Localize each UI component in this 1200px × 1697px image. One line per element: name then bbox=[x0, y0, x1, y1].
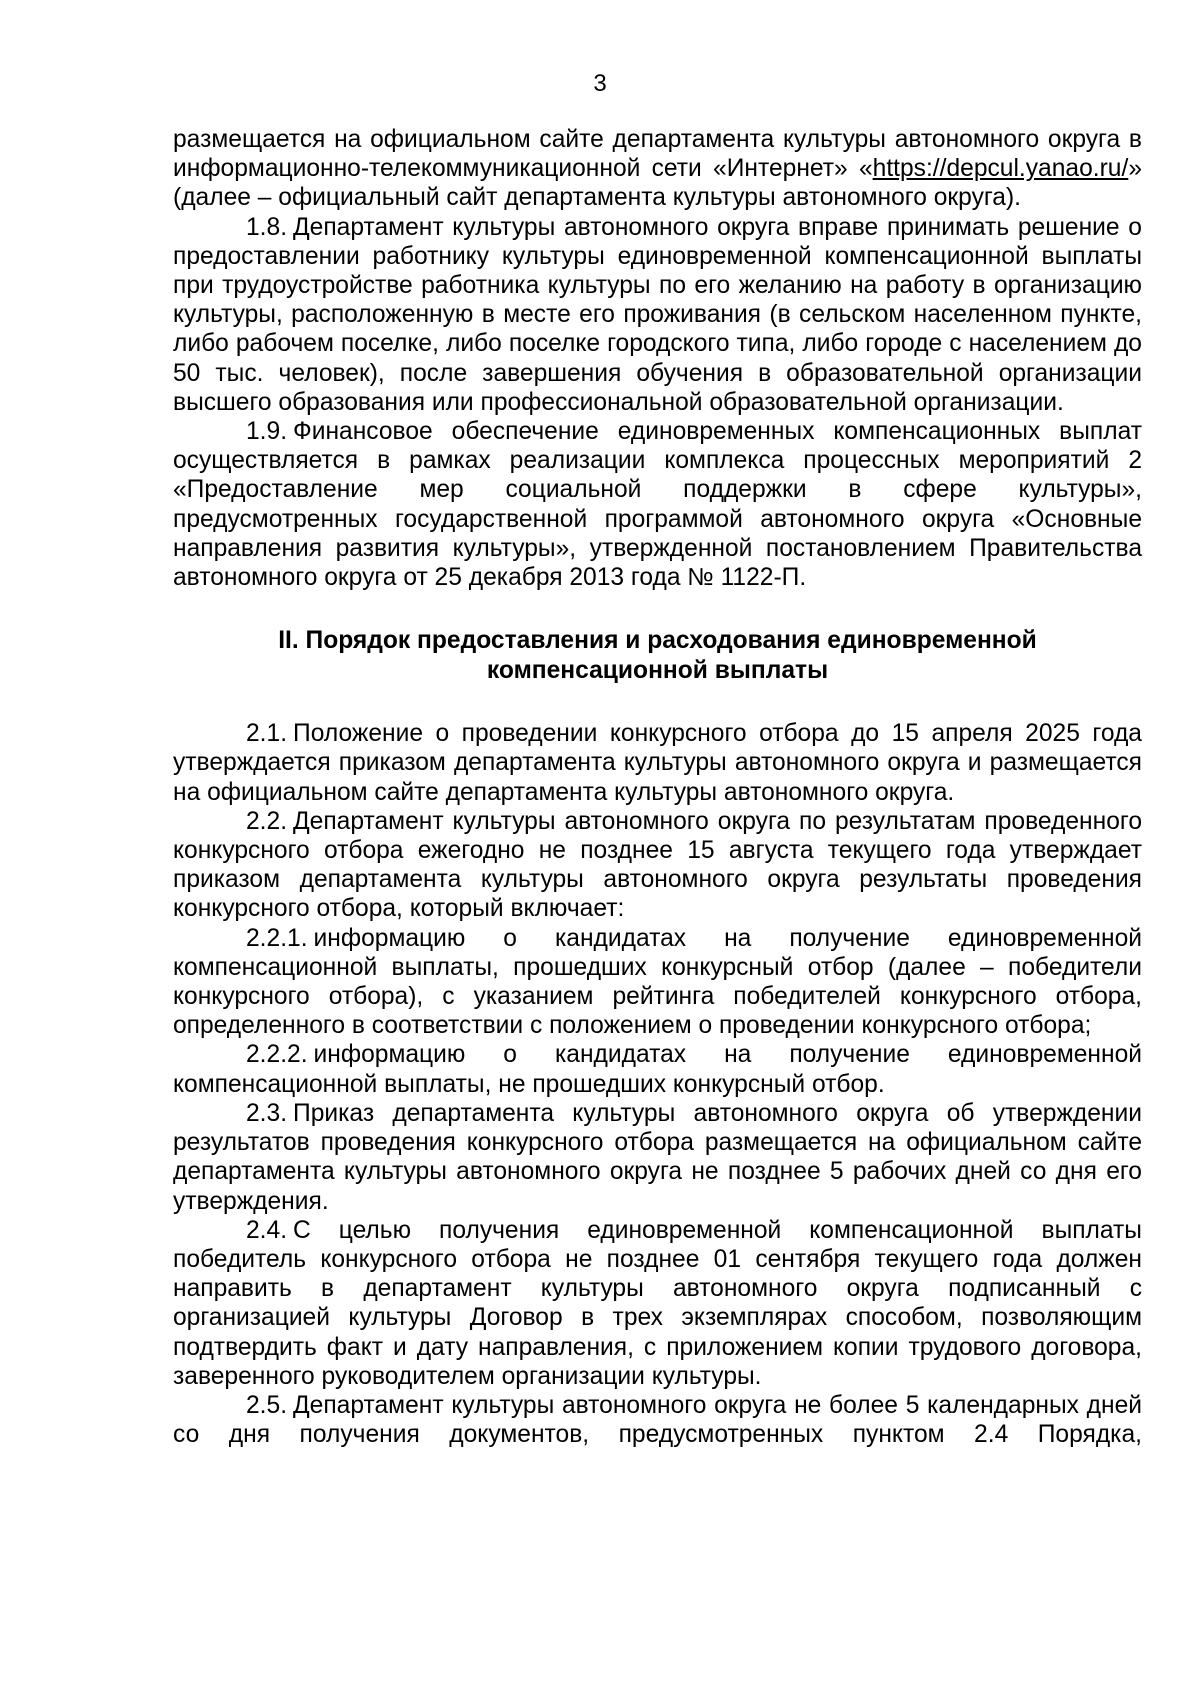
paragraph-number: 2.2. bbox=[246, 807, 288, 835]
paragraph-text: С целью получения единовременной компенсационной выплаты победитель конкурсного отбора не позднее 01 сентября текущего года должен направить в департамент культуры автономного округа подписанный с организацией культуры Договор в трех экземплярах способом, позволяющим подтвердить факт и дату направления, с приложением копии трудового договора, заверенного руководителем организации культуры. bbox=[173, 1216, 1142, 1390]
paragraph-2-4 bbox=[173, 1216, 1142, 1391]
paragraph-number: 2.2.2. bbox=[246, 1041, 308, 1069]
paragraph-2-1 bbox=[173, 719, 1142, 807]
paragraph-text: Департамент культуры автономного округа вправе принимать решение о предоставлении работнику культуры единовременной компенсационной выплаты при трудоустройстве работника культуры по его желанию на работу в организацию культуры, расположенную в месте его проживания (в сельском населенном пункте, либо рабочем поселке, либо поселке городского типа, либо городе с населением до 50 тыс. человек), после завершения обучения в образовательной организации высшего образования или профессиональной образовательной организации. bbox=[173, 213, 1142, 416]
section-heading-line-1: II. Порядок предоставления и расходования единовременной bbox=[278, 627, 1037, 655]
paragraph-1-8 bbox=[173, 213, 1142, 417]
paragraph-number: 1.9. bbox=[246, 418, 288, 446]
paragraph-number: 2.4. bbox=[246, 1216, 288, 1244]
paragraph-number: 2.1. bbox=[246, 720, 288, 748]
page-number: 3 bbox=[593, 70, 607, 97]
paragraph-number: 2.3. bbox=[246, 1099, 288, 1127]
intro-text-after-link: » (далее – официальный сайт департамента культуры автономного округа). bbox=[173, 155, 1142, 212]
intro-paragraph bbox=[173, 125, 1142, 213]
paragraph-text: Департамент культуры автономного округа не более 5 календарных дней со дня получения документов, предусмотренных пунктом 2.4 Порядка, bbox=[173, 1391, 1142, 1449]
paragraph-number: 1.8. bbox=[246, 213, 288, 241]
paragraph-2-3 bbox=[173, 1099, 1142, 1216]
document-body bbox=[173, 125, 1142, 1449]
paragraph-text: Приказ департамента культуры автономного округа об утверждении результатов проведения конкурсного отбора размещается на официальном сайте департамента культуры автономного округа не позднее 5 рабочих дней со дня его утверждения. bbox=[173, 1099, 1142, 1215]
paragraph-1-9 bbox=[173, 417, 1142, 592]
intro-text-before-link: размещается на официальном сайте департамента культуры автономного округа в информационно-телекоммуникационной сети «Интернет» « bbox=[173, 126, 1142, 183]
paragraph-2-2 bbox=[173, 807, 1142, 924]
paragraph-text: Финансовое обеспечение единовременных компенсационных выплат осуществляется в рамках реализации комплекса процессных мероприятий 2 «Предоставление мер социальной поддержки в сфере культуры», предусмотренных государственной программой автономного округа «Основные направления развития культуры», утвержденной постановлением Правительства автономного округа от 25 декабря 2013 года № 1122-П. bbox=[173, 418, 1142, 592]
paragraph-text: Департамент культуры автономного округа по результатам проведенного конкурсного отбора ежегодно не позднее 15 августа текущего года утверждает приказом департамента культуры автономного округа результаты проведения конкурсного отбора, который включает: bbox=[173, 807, 1142, 923]
paragraph-number: 2.2.1. bbox=[246, 924, 308, 952]
paragraph-2-2-1 bbox=[173, 924, 1142, 1041]
paragraph-text: Положение о проведении конкурсного отбора до 15 апреля 2025 года утверждается приказом департамента культуры автономного округа и размещается на официальном сайте департамента культуры автономного округа. bbox=[173, 720, 1142, 806]
website-link[interactable]: https://depcul.yanao.ru/ bbox=[872, 155, 1129, 183]
paragraph-text: информацию о кандидатах на получение единовременной компенсационной выплаты, не прошедших конкурсный отбор. bbox=[173, 1041, 1142, 1098]
section-heading-line-2: компенсационной выплаты bbox=[486, 656, 829, 684]
paragraph-number: 2.5. bbox=[246, 1391, 288, 1419]
paragraph-2-2-2 bbox=[173, 1040, 1142, 1098]
section-2-heading bbox=[173, 626, 1142, 685]
paragraph-text: информацию о кандидатах на получение единовременной компенсационной выплаты, прошедших конкурсный отбор (далее – победители конкурсного отбора), с указанием рейтинга победителей конкурсного отбора, определенного в соответствии с положением о проведении конкурсного отбора; bbox=[173, 924, 1142, 1040]
paragraph-2-5 bbox=[173, 1391, 1142, 1449]
